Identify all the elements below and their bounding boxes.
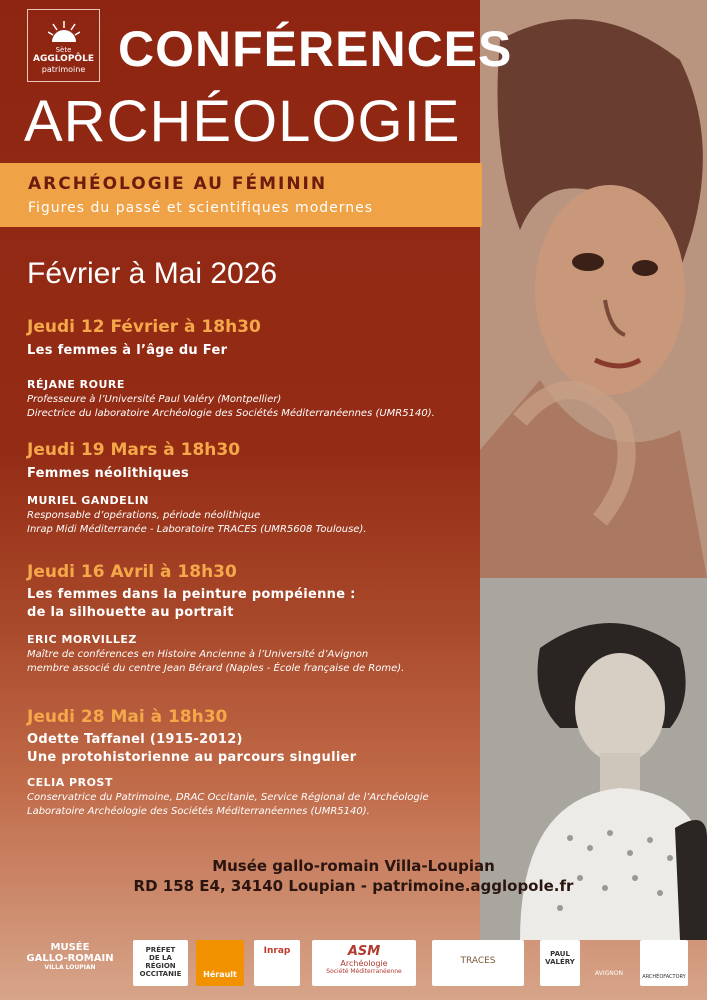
event-4-speaker: CELIA PROST bbox=[27, 776, 113, 789]
archeofactory-logo: ARCHÉOFACTORY bbox=[640, 940, 688, 986]
logo-line-1: Sète bbox=[55, 46, 72, 54]
page-title-line-1: CONFÉRENCES bbox=[118, 21, 513, 77]
venue-address: RD 158 E4, 34140 Loupian - patrimoine.agglopole.fr bbox=[133, 877, 574, 895]
event-1-date: Jeudi 12 Février à 18h30 bbox=[27, 317, 261, 337]
paul-valery-logo: PAUL VALÉRY bbox=[540, 940, 580, 986]
event-4-topic-line-1: Odette Taffanel (1915-2012) bbox=[27, 732, 243, 747]
event-2-detail-1: Responsable d’opérations, période néolithique bbox=[27, 510, 261, 521]
event-1-detail-2: Directrice du laboratoire Archéologie des Sociétés Méditerranéennes (UMR5140). bbox=[27, 408, 435, 419]
theme-title: ARCHÉOLOGIE AU FÉMININ bbox=[28, 174, 328, 194]
traces-logo: TRACES bbox=[432, 940, 524, 986]
prefet-logo: PRÉFET DE LA RÉGION OCCITANIE bbox=[133, 940, 188, 986]
sun-icon bbox=[48, 20, 80, 44]
event-2-topic: Femmes néolithiques bbox=[27, 466, 189, 481]
asm-logo: ASM Archéologie Société Méditerranéenne bbox=[312, 940, 416, 986]
herault-logo: Hérault bbox=[196, 940, 244, 986]
event-1-detail-1: Professeure à l’Université Paul Valéry (Montpellier) bbox=[27, 394, 282, 405]
fresco-portrait-image bbox=[480, 0, 707, 578]
agglopole-logo bbox=[27, 9, 100, 82]
event-3-detail-2: membre associé du centre Jean Bérard (Naples - École française de Rome). bbox=[27, 663, 405, 674]
period: Février à Mai 2026 bbox=[27, 257, 278, 290]
logo-line-2: AGGLOPÔLE bbox=[33, 54, 94, 64]
event-3-topic-line-2: de la silhouette au portrait bbox=[27, 605, 234, 620]
partner-logos bbox=[0, 940, 707, 1000]
avignon-logo: AVIGNON bbox=[595, 970, 623, 977]
event-2-speaker: MURIEL GANDELIN bbox=[27, 494, 149, 507]
event-3-detail-1: Maître de conférences en Histoire Ancienne à l’Université d’Avignon bbox=[27, 649, 369, 660]
inrap-logo: Inrap bbox=[254, 940, 300, 986]
event-2-date: Jeudi 19 Mars à 18h30 bbox=[27, 440, 241, 460]
theme-band bbox=[0, 163, 482, 227]
event-4-detail-2: Laboratoire Archéologie des Sociétés Méditerranéennes (UMR5140). bbox=[27, 806, 370, 817]
event-3-topic-line-1: Les femmes dans la peinture pompéienne : bbox=[27, 587, 356, 602]
logo-line-3: patrimoine bbox=[41, 65, 86, 74]
event-4-detail-1: Conservatrice du Patrimoine, DRAC Occitanie, Service Régional de l’Archéologie bbox=[27, 792, 429, 803]
theme-subtitle: Figures du passé et scientifiques modernes bbox=[28, 200, 374, 216]
event-1-topic: Les femmes à l’âge du Fer bbox=[27, 343, 228, 358]
event-2-detail-2: Inrap Midi Méditerranée - Laboratoire TRACES (UMR5608 Toulouse). bbox=[27, 524, 367, 535]
event-4-topic-line-2: Une protohistorienne au parcours singulier bbox=[27, 750, 357, 765]
musee-logo: MUSÉE GALLO-ROMAIN VILLA LOUPIAN bbox=[26, 942, 114, 971]
event-3-date: Jeudi 16 Avril à 18h30 bbox=[27, 562, 237, 582]
page-title-line-2: ARCHÉOLOGIE bbox=[24, 89, 461, 154]
event-4-date: Jeudi 28 Mai à 18h30 bbox=[27, 707, 228, 727]
event-3-speaker: ERIC MORVILLEZ bbox=[27, 633, 137, 646]
event-1-speaker: RÉJANE ROURE bbox=[27, 378, 125, 391]
venue-name: Musée gallo-romain Villa-Loupian bbox=[212, 857, 495, 875]
